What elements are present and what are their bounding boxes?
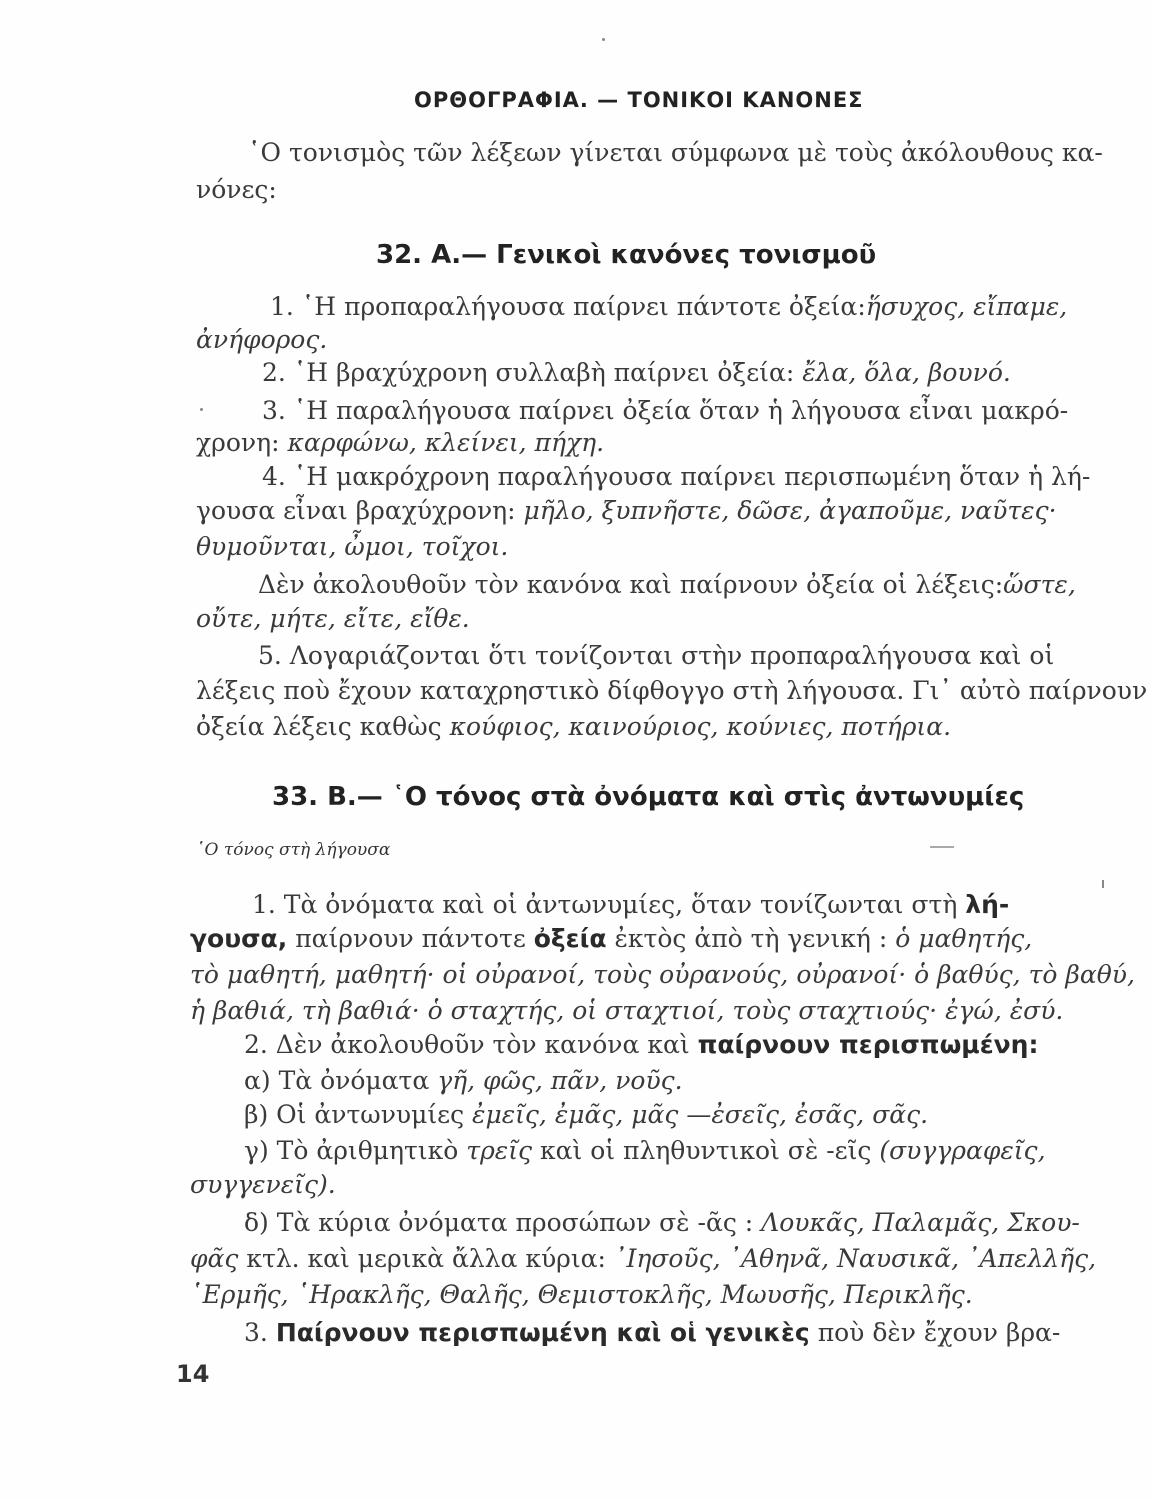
item-gamma-line-2: συγγενεῖς).: [190, 1170, 336, 1199]
rule-1-line-2: ἀνήφορος.: [196, 325, 328, 354]
para-1-line-2: γουσα, παίρνουν πάντοτε ὀξεία ἐκτὸς ἀπὸ τὴ γενική : ὁ μαθητής,: [190, 924, 1033, 953]
intro-line-1: ῾Ο τονισμὸς τῶν λέξεων γίνεται σύμφωνα μὲ τοὺς ἀκόλουθους κα-: [248, 138, 1103, 167]
exception-line-2: οὔτε, μήτε, εἴτε, εἴθε.: [196, 604, 470, 633]
scan-speck: [1102, 880, 1104, 888]
rule-4-line-2: γουσα εἶναι βραχύχρονη: μῆλο, ξυπνῆστε, δῶσε, ἀγαποῦμε, ναῦτες·: [196, 496, 1057, 525]
para-2: 2. Δὲν ἀκολουθοῦν τὸν κανόνα καὶ παίρνουν περισπωμένη:: [244, 1030, 1039, 1059]
rule-1-line-1: 1. ῾Η προπαραλήγουσα παίρνει πάντοτε ὀξεία: ἥσυχος, εἴπαμε,: [270, 292, 1068, 321]
item-gamma-line-1: γ) Τὸ ἀριθμητικὸ τρεῖς καὶ οἱ πληθυντικοὶ σὲ -εῖς (συγγραφεῖς,: [244, 1136, 1046, 1165]
item-delta-line-2: φᾶς κτλ. καὶ μερικὰ ἄλλα κύρια: ᾽Ιησοῦς, ᾽Αθηνᾶ, Ναυσικᾶ, ᾽Απελλῆς,: [190, 1244, 1097, 1273]
section-32-heading: 32. Α.— Γενικοὶ κανόνες τονισμοῦ: [376, 240, 877, 270]
rule-3-line-1: 3. ῾Η παραλήγουσα παίρνει ὀξεία ὅταν ἡ λήγουσα εἶναι μακρό-: [262, 396, 1069, 425]
rule-3-line-2: χρονη: καρφώνω, κλείνει, πήχη.: [196, 428, 605, 457]
rule-4-line-3: θυμοῦνται, ὦμοι, τοῖχοι.: [196, 532, 509, 561]
page-title: ΟΡΘΟΓΡΑΦΙΑ. — ΤΟΝΙΚΟΙ ΚΑΝΟΝΕΣ: [414, 88, 864, 112]
rule-2: 2. ῾Η βραχύχρονη συλλαβὴ παίρνει ὀξεία: ἔλα, ὅλα, βουνό.: [262, 358, 1011, 387]
para-1-line-3: τὸ μαθητή, μαθητή· οἱ οὐρανοί, τοὺς οὐρανούς, οὐρανοί· ὁ βαθύς, τὸ βαθύ,: [190, 960, 1135, 989]
rule-5-line-2: λέξεις ποὺ ἔχουν καταχρηστικὸ δίφθογγο στὴ λήγουσα. Γι᾽ αὐτὸ παίρνουν: [196, 676, 1148, 705]
exception-line-1: Δὲν ἀκολουθοῦν τὸν κανόνα καὶ παίρνουν ὀξεία οἱ λέξεις: ὥστε,: [258, 570, 1076, 599]
subheading-accent-on-ultimate: ῾Ο τόνος στὴ λήγουσα: [196, 840, 391, 860]
item-delta-line-3: ῾Ερμῆς, ῾Ηρακλῆς, Θαλῆς, Θεμιστοκλῆς, Μωυσῆς, Περικλῆς.: [190, 1280, 973, 1309]
rule-4-line-1: 4. ῾Η μακρόχρονη παραλήγουσα παίρνει περισπωμένη ὅταν ἡ λή-: [262, 462, 1091, 491]
para-1-line-1: 1. Τὰ ὀνόματα καὶ οἱ ἀντωνυμίες, ὅταν τονίζωνται στὴ λή-: [252, 890, 1010, 919]
item-delta-line-1: δ) Τὰ κύρια ὀνόματα προσώπων σὲ -ᾶς : Λουκᾶς, Παλαμᾶς, Σκου-: [244, 1208, 1080, 1237]
scan-speck: [930, 846, 954, 848]
para-1-line-4: ἡ βαθιά, τὴ βαθιά· ὁ σταχτής, οἱ σταχτιοί, τοὺς σταχτιούς· ἐγώ, ἐσύ.: [190, 996, 1064, 1025]
page-number: 14: [176, 1360, 210, 1388]
rule-5-line-1: 5. Λογαριάζονται ὅτι τονίζονται στὴν προπαραλήγουσα καὶ οἱ: [258, 641, 1055, 670]
item-alpha: α) Τὰ ὀνόματα γῆ, φῶς, πᾶν, νοῦς.: [244, 1066, 683, 1095]
scan-speck: [200, 408, 203, 411]
rule-5-line-3: ὀξεία λέξεις καθὼς κούφιος, καινούριος, κούνιες, ποτήρια.: [196, 712, 952, 741]
para-3: 3. Παίρνουν περισπωμένη καὶ οἱ γενικὲς ποὺ δὲν ἔχουν βρα-: [244, 1318, 1061, 1347]
item-beta: β) Οἱ ἀντωνυμίες ἐμεῖς, ἐμᾶς, μᾶς —ἐσεῖς, ἐσᾶς, σᾶς.: [244, 1100, 929, 1129]
section-33-heading: 33. Β.— ῾Ο τόνος στὰ ὀνόματα καὶ στὶς ἀντωνυμίες: [272, 782, 1025, 812]
scan-speck: [602, 38, 605, 41]
intro-line-2: νόνες:: [196, 175, 277, 204]
